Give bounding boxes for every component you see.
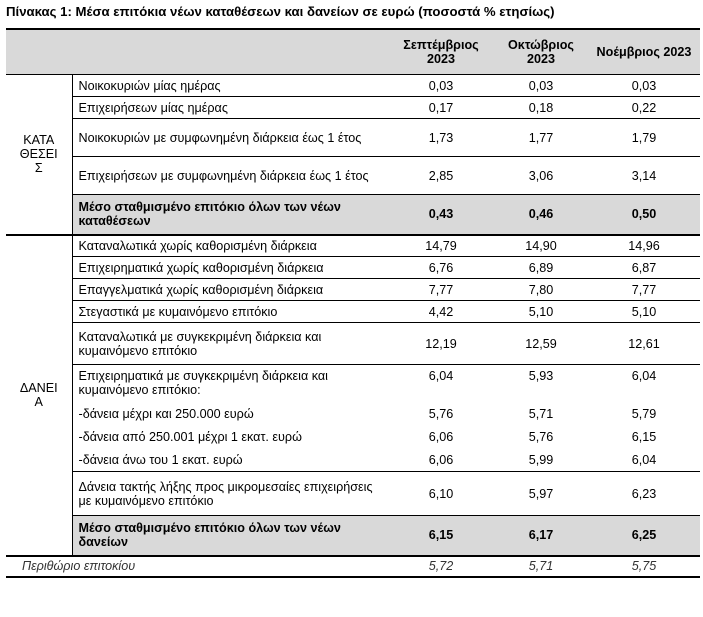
cell-value: 0,18 [494, 97, 588, 119]
cell-value: 0,22 [588, 97, 700, 119]
cell-value: 6,06 [428, 430, 454, 444]
interest-margin-row [6, 556, 700, 577]
interest-rates-table [6, 28, 700, 578]
cell-value: 6,17 [494, 516, 588, 556]
cell-value: 14,96 [588, 235, 700, 257]
row-label: Καταναλωτικά με συγκεκριμένη διάρκεια και κυμαινόμενο επιτόκιο [72, 323, 388, 365]
cell-value: 6,15 [631, 430, 657, 444]
cell-value: 12,59 [494, 323, 588, 365]
cell-value: 0,03 [494, 75, 588, 97]
cell-value: 7,80 [494, 279, 588, 301]
table-row [6, 323, 700, 365]
header-empty-section [6, 29, 72, 75]
cell-value: 1,79 [588, 119, 700, 157]
cell-value: 5,76 [528, 430, 554, 444]
cell-value: 5,76 [428, 407, 454, 421]
cell-value: 1,77 [494, 119, 588, 157]
cell-value: 4,42 [388, 301, 494, 323]
cell-value: 3,14 [588, 157, 700, 195]
cell-value: 12,61 [588, 323, 700, 365]
row-label: Νοικοκυριών μίας ημέρας [72, 75, 388, 97]
header-empty-label [72, 29, 388, 75]
table-row [6, 279, 700, 301]
header-november: Νοέμβριος 2023 [588, 29, 700, 75]
row-label: Επιχειρηματικά με συγκεκριμένη διάρκεια και κυμαινόμενο επιτόκιο: [78, 369, 328, 397]
cell-value: 3,06 [494, 157, 588, 195]
cell-value: 6,87 [588, 257, 700, 279]
table-row [6, 157, 700, 195]
cell-value: 1,73 [388, 119, 494, 157]
cell-value: 0,03 [388, 75, 494, 97]
deposits-average-row [6, 195, 700, 235]
cell-value: 0,03 [588, 75, 700, 97]
cell-value: 5,79 [631, 407, 657, 421]
cell-value: 5,97 [494, 472, 588, 516]
row-label: Στεγαστικά με κυμαινόμενο επιτόκιο [72, 301, 388, 323]
table-row [6, 426, 700, 449]
cell-value: 2,85 [388, 157, 494, 195]
cell-value: 6,04 [588, 449, 700, 472]
table-row [6, 235, 700, 257]
row-label: Περιθώριο επιτοκίου [6, 556, 388, 577]
table-row [6, 449, 700, 472]
cell-value: 6,06 [388, 449, 494, 472]
cell-value: 6,25 [588, 516, 700, 556]
header-september: Σεπτέμβριος 2023 [388, 29, 494, 75]
table-row [6, 403, 700, 426]
row-label: Επιχειρήσεων με συμφωνημένη διάρκεια έως 1 έτος [72, 157, 388, 195]
table-row [6, 365, 700, 403]
header-october: Οκτώβριος 2023 [494, 29, 588, 75]
row-label: -δάνεια μέχρι και 250.000 ευρώ [78, 407, 254, 421]
row-label: Επαγγελματικά χωρίς καθορισμένη διάρκεια [72, 279, 388, 301]
cell-value: 6,76 [388, 257, 494, 279]
table-row [6, 75, 700, 97]
cell-value: 6,89 [494, 257, 588, 279]
cell-value: 7,77 [588, 279, 700, 301]
cell-value: 5,10 [588, 301, 700, 323]
row-label: Καταναλωτικά χωρίς καθορισμένη διάρκεια [72, 235, 388, 257]
loans-average-row [6, 516, 700, 556]
cell-value: 0,17 [388, 97, 494, 119]
cell-value: 5,72 [388, 556, 494, 577]
cell-value: 6,10 [388, 472, 494, 516]
cell-value: 12,19 [388, 323, 494, 365]
loans-section-label: ΔΑΝΕΙ Α [6, 235, 72, 556]
cell-value: 7,77 [388, 279, 494, 301]
table-row [6, 97, 700, 119]
row-label: Επιχειρηματικά χωρίς καθορισμένη διάρκεια [72, 257, 388, 279]
table-row [6, 301, 700, 323]
cell-value: 0,50 [588, 195, 700, 235]
table-row [6, 119, 700, 157]
cell-value: 6,23 [588, 472, 700, 516]
row-label: Δάνεια τακτής λήξης προς μικρομεσαίες επιχειρήσεις με κυμαινόμενο επιτόκιο [72, 472, 388, 516]
row-label: -δάνεια από 250.001 μέχρι 1 εκατ. ευρώ [78, 430, 302, 444]
table-title: Πίνακας 1: Μέσα επιτόκια νέων καταθέσεων και δανείων σε ευρώ (ποσοστά % ετησίως) [6, 4, 555, 19]
cell-value: 0,43 [388, 195, 494, 235]
deposits-section-label: ΚΑΤΑ ΘΕΣΕΙ Σ [6, 75, 72, 235]
row-label: Μέσο σταθμισμένο επιτόκιο όλων των νέων καταθέσεων [72, 195, 388, 235]
cell-value: 14,90 [494, 235, 588, 257]
cell-value: 5,93 [528, 369, 554, 383]
cell-value: 5,99 [494, 449, 588, 472]
cell-value: 6,15 [388, 516, 494, 556]
row-label: Επιχειρήσεων μίας ημέρας [72, 97, 388, 119]
header-row [6, 29, 700, 75]
cell-value: 6,04 [631, 369, 657, 383]
cell-value: 5,10 [494, 301, 588, 323]
cell-value: 0,46 [494, 195, 588, 235]
row-label: Μέσο σταθμισμένο επιτόκιο όλων των νέων δανείων [72, 516, 388, 556]
table-row [6, 472, 700, 516]
cell-value: 5,71 [528, 407, 554, 421]
cell-value: 5,71 [494, 556, 588, 577]
row-label: -δάνεια άνω του 1 εκατ. ευρώ [72, 449, 388, 472]
row-label: Νοικοκυριών με συμφωνημένη διάρκεια έως 1 έτος [72, 119, 388, 157]
cell-value: 14,79 [388, 235, 494, 257]
table-row [6, 257, 700, 279]
cell-value: 6,04 [428, 369, 454, 383]
cell-value: 5,75 [588, 556, 700, 577]
